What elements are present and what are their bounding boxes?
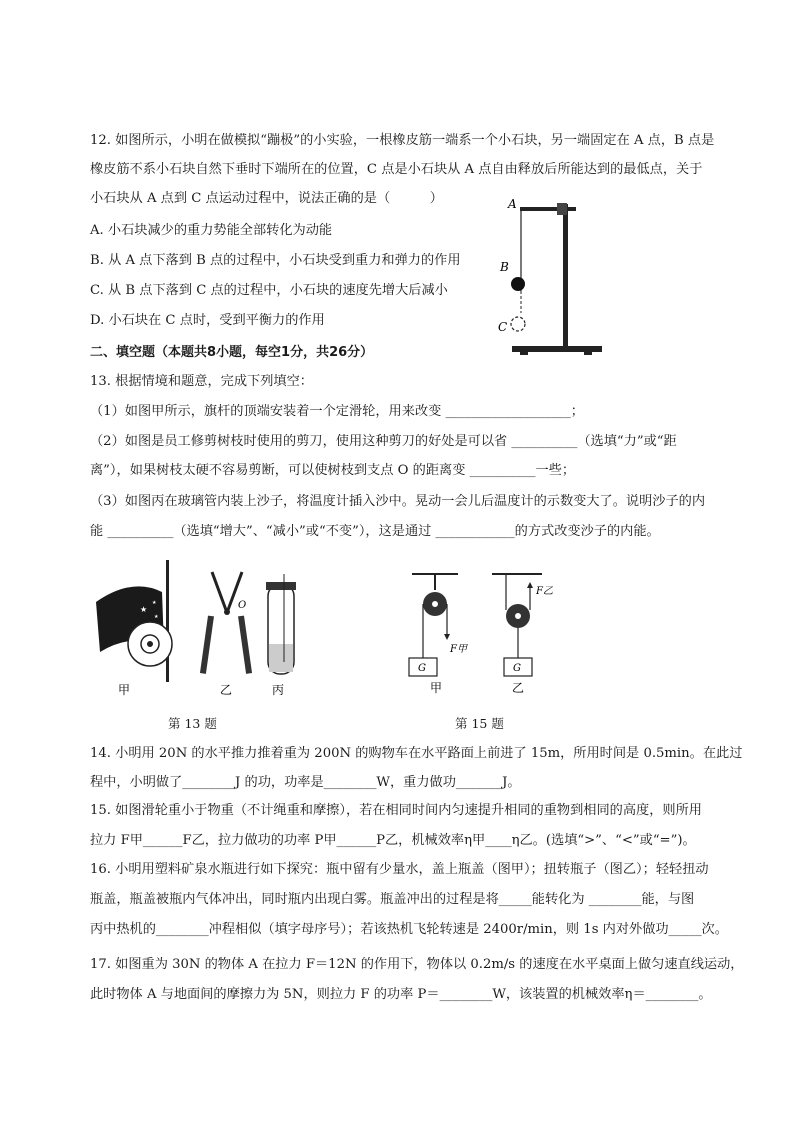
- q13-part-3-line-1: （3）如图丙在玻璃管内装上沙子，将温度计插入沙中。晃动一会儿后温度计的示数变大了。说明沙子的内: [90, 494, 706, 509]
- scissors-figure: [200, 572, 252, 697]
- q16-line-3: 丙中热机的________冲程相似（填字母序号）；若该热机飞轮转速是 2400r/min，则 1s 内对外做功_____次。: [90, 922, 728, 937]
- q14-line-2: 程中，小明做了________J 的功，功率是________W，重力做功_______J。: [90, 775, 521, 790]
- q12-option-c: C. 从 B 点下落到 C 点的过程中，小石块的速度先增大后减小: [90, 283, 448, 298]
- q17-line-1: 17. 如图重为 30N 的物体 A 在拉力 F＝12N 的作用下，物体以 0.2m/s 的速度在水平桌面上做匀速直线运动，: [90, 957, 744, 972]
- q12-option-d: D. 小石块在 C 点时，受到平衡力的作用: [90, 313, 325, 328]
- point-a-label: A: [508, 197, 517, 211]
- q13-figures: [92, 552, 322, 702]
- sand-tube-figure: [266, 574, 296, 697]
- q12-stem-line-1: 12. 如图所示，小明在做模拟“蹦极”的小实验，一根橡皮筋一端系一个小石块，另一端固定在 A 点，B 点是: [90, 133, 715, 148]
- q13-part-2-line-1: （2）如图是员工修剪树枝时使用的剪刀，使用这种剪刀的好处是可以省 __________（选填“力”或“距: [90, 434, 677, 449]
- fixed-pulley-figure: [409, 574, 468, 695]
- q17-line-2: 此时物体 A 与地面间的摩擦力为 5N，则拉力 F 的功率 P＝________W，该装置的机械效率η＝________。: [90, 987, 712, 1002]
- pivot-o-label: O: [238, 600, 247, 611]
- force-jia-label: F甲: [450, 644, 467, 655]
- svg-text:★: ★: [154, 614, 159, 620]
- q15-line-2: 拉力 F甲______F乙，拉力做功的功率 P甲______P乙，机械效率η甲____η乙。(选填“>”、“<”或“=”)。: [90, 833, 696, 848]
- pulley-label-jia: 甲: [430, 681, 443, 695]
- point-b-label: B: [500, 260, 509, 274]
- svg-text:★: ★: [140, 605, 148, 614]
- force-yi-label: F乙: [536, 586, 553, 597]
- q15-pulley-figures: [400, 568, 570, 698]
- bungee-stand-figure: [492, 196, 612, 358]
- q16-line-1: 16. 小明用塑料矿泉水瓶进行如下探究：瓶中留有少量水，盖上瓶盖（图甲）；扭转瓶子（图乙）；轻轻扭动: [90, 862, 709, 877]
- q12-stem-line-2: 橡皮筋不系小石块自然下垂时下端所在的位置，C 点是小石块从 A 点自由释放后所能达到的最低点，关于: [90, 162, 703, 177]
- q13-part-3-line-2: 能 __________（选填“增大”、“减小”或“不变”），这是通过 ____________的方式改变沙子的内能。: [90, 524, 660, 539]
- movable-pulley-figure: [492, 574, 553, 695]
- flagpole-figure: [96, 560, 172, 697]
- q15-line-1: 15. 如图滑轮重小于物重（不计绳重和摩擦），若在相同时间内匀速提升相同的重物到相同的高度，则所用: [90, 803, 702, 818]
- svg-text:★: ★: [152, 600, 157, 606]
- fig-label-bing: 丙: [272, 683, 285, 697]
- fig-label-jia: 甲: [118, 683, 131, 697]
- point-c-label: C: [498, 320, 508, 334]
- q13-part-1: （1）如图甲所示，旗杆的顶端安装着一个定滑轮，用来改变 ___________________；: [90, 404, 584, 419]
- q14-line-1: 14. 小明用 20N 的水平推力推着重为 200N 的购物车在水平路面上前进了 15m，所用时间是 0.5min。在此过: [90, 746, 743, 761]
- caption-q15: 第 15 题: [455, 716, 504, 731]
- q12-stem-line-3: 小石块从 A 点到 C 点运动过程中，说法正确的是（ ）: [90, 191, 443, 206]
- pulley-label-yi: 乙: [512, 681, 525, 695]
- weight-label-yi: G: [513, 663, 521, 674]
- fig-label-yi: 乙: [220, 683, 233, 697]
- weight-label-jia: G: [418, 663, 426, 674]
- q12-option-b: B. 从 A 点下落到 B 点的过程中，小石块受到重力和弹力的作用: [90, 253, 461, 268]
- q13-intro: 13. 根据情境和题意，完成下列填空：: [90, 374, 313, 389]
- q16-line-2: 瓶盖，瓶盖被瓶内气体冲出，同时瓶内出现白雾。瓶盖冲出的过程是将_____能转化为 ________能，与图: [90, 892, 695, 907]
- section-fill-in-heading: 二、填空题（本题共8小题，每空1分，共26分）: [90, 345, 374, 360]
- q13-part-2-line-2: 离”），如果树枝太硬不容易剪断，可以使树枝到支点 O 的距离变 __________一些；: [90, 463, 576, 478]
- caption-q13: 第 13 题: [168, 716, 217, 731]
- q12-option-a: A. 小石块减少的重力势能全部转化为动能: [90, 223, 333, 238]
